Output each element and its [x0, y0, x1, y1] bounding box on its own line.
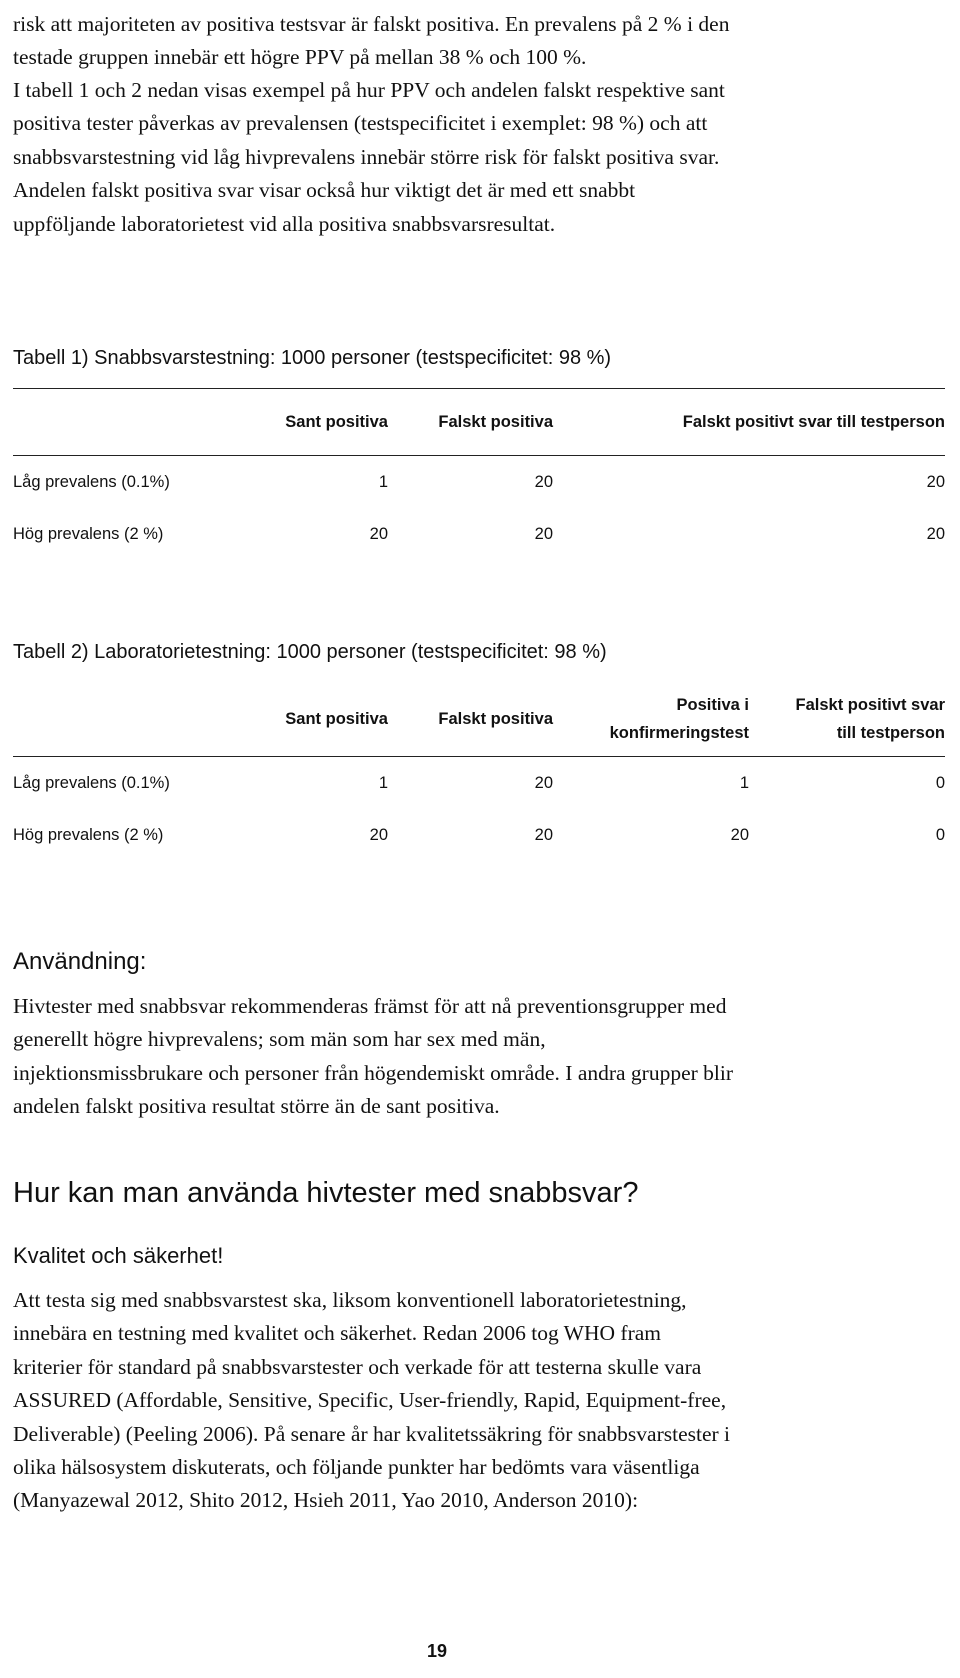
table-cell: 1	[378, 472, 388, 491]
table2-header-sant-positiva	[243, 682, 388, 757]
header-line: Falskt positiva	[438, 710, 553, 728]
table-row	[13, 757, 945, 810]
table2-header-empty	[13, 682, 243, 757]
table-row	[13, 456, 945, 509]
text-line: generellt högre hivprevalens; som män som har sex med män,	[13, 1027, 546, 1052]
header-line: till testperson	[836, 724, 945, 742]
text-line: Hivtester med snabbsvar rekommenderas främst för att nå preventionsgrupper med	[13, 994, 727, 1018]
table2-header-row	[13, 682, 945, 757]
text-line: andelen falskt positiva resultat större än de sant positiva.	[13, 1094, 500, 1119]
table1	[13, 388, 945, 560]
text-line: testade gruppen innebär ett högre PPV på mellan 38 % och 100 %.	[13, 45, 587, 70]
table-row	[13, 809, 945, 861]
anvandning-paragraph	[13, 990, 913, 1124]
subheading-kvalitet: Kvalitet och säkerhet!	[13, 1243, 224, 1268]
table2-header-falskt-positiva	[388, 682, 553, 757]
table2	[13, 682, 945, 861]
header-line: konfirmeringstest	[609, 724, 749, 742]
table-cell: 20	[534, 472, 553, 491]
header-line: Positiva i	[676, 696, 749, 714]
table2-caption: Tabell 2) Laboratorietestning: 1000 personer (testspecificitet: 98 %)	[13, 641, 607, 663]
text-line: uppföljande laboratorietest vid alla positiva snabbsvarsresultat.	[13, 211, 556, 236]
table1-header-sant-positiva: Sant positiva	[243, 389, 388, 456]
text-line: olika hälsosystem diskuterats, och följande punkter har bedömts vara väsentliga	[13, 1455, 700, 1480]
table-cell: 20	[369, 524, 388, 543]
text-line: ASSURED (Affordable, Sensitive, Specific, User-friendly, Rapid, Equipment-free,	[13, 1388, 727, 1413]
text-line: Andelen falskt positiva svar visar också hur viktigt det är med ett snabbt	[13, 178, 636, 203]
text-line: risk att majoriteten av positiva testsvar är falskt positiva. En prevalens på 2 % i den	[13, 12, 730, 36]
table-cell: 1	[378, 773, 388, 792]
table-cell: 1	[739, 773, 749, 792]
kvalitet-paragraph	[13, 1284, 913, 1518]
header-line: Falskt positivt svar	[795, 696, 945, 714]
table-row	[13, 508, 945, 560]
table-cell: 20	[534, 773, 553, 792]
table2-header-positiva-i-konfirmeringstest	[553, 682, 749, 757]
section-heading-anvandning: Användning:	[13, 948, 147, 975]
table-cell: 20	[534, 524, 553, 543]
table-cell: 20	[534, 825, 553, 844]
table-cell: 0	[935, 773, 945, 792]
text-line: Deliverable) (Peeling 2006). På senare år har kvalitetssäkring för snabbsvarstester i	[13, 1421, 731, 1446]
text-line: Att testa sig med snabbsvarstest ska, liksom konventionell laboratorietestning,	[13, 1288, 687, 1312]
text-line: kriterier för standard på snabbsvarstester och verkade för att testerna skulle vara	[13, 1354, 702, 1379]
table1-header-falskt-positiva: Falskt positiva	[388, 389, 553, 456]
table1-header-falskt-positivt-svar: Falskt positivt svar till testperson	[553, 389, 945, 456]
header-line: Sant positiva	[285, 710, 388, 728]
text-line: injektionsmissbrukare och personer från högendemiskt område. I andra grupper blir	[13, 1060, 734, 1085]
table2-header-falskt-positivt-svar	[749, 682, 945, 757]
text-line: positiva tester påverkas av prevalensen (testspecificitet i exemplet: 98 %) och att	[13, 111, 708, 136]
row-label: Hög prevalens (2 %)	[13, 825, 164, 844]
tables-intro-paragraph	[13, 74, 913, 241]
section-heading-hur: Hur kan man använda hivtester med snabbsvar?	[13, 1177, 639, 1209]
table1-header-empty	[13, 389, 243, 456]
row-label: Låg prevalens (0.1%)	[13, 472, 170, 491]
text-line: (Manyazewal 2012, Shito 2012, Hsieh 2011, Yao 2010, Anderson 2010):	[13, 1488, 639, 1513]
row-label: Hög prevalens (2 %)	[13, 524, 164, 543]
table-cell: 0	[935, 825, 945, 844]
table1-caption: Tabell 1) Snabbsvarstestning: 1000 personer (testspecificitet: 98 %)	[13, 347, 612, 369]
table-cell: 20	[369, 825, 388, 844]
text-line: I tabell 1 och 2 nedan visas exempel på hur PPV och andelen falskt respektive sant	[13, 78, 725, 102]
table-cell: 20	[730, 825, 749, 844]
intro-paragraph	[13, 8, 913, 75]
table1-header-row	[13, 389, 945, 456]
text-line: innebära en testning med kvalitet och säkerhet. Redan 2006 tog WHO fram	[13, 1321, 661, 1346]
text-line: snabbsvarstestning vid låg hivprevalens innebär större risk för falskt positiva svar.	[13, 144, 720, 169]
table-cell: 20	[926, 472, 945, 491]
page-number: 19	[426, 1641, 448, 1661]
table-cell: 20	[926, 524, 945, 543]
row-label: Låg prevalens (0.1%)	[13, 773, 170, 792]
